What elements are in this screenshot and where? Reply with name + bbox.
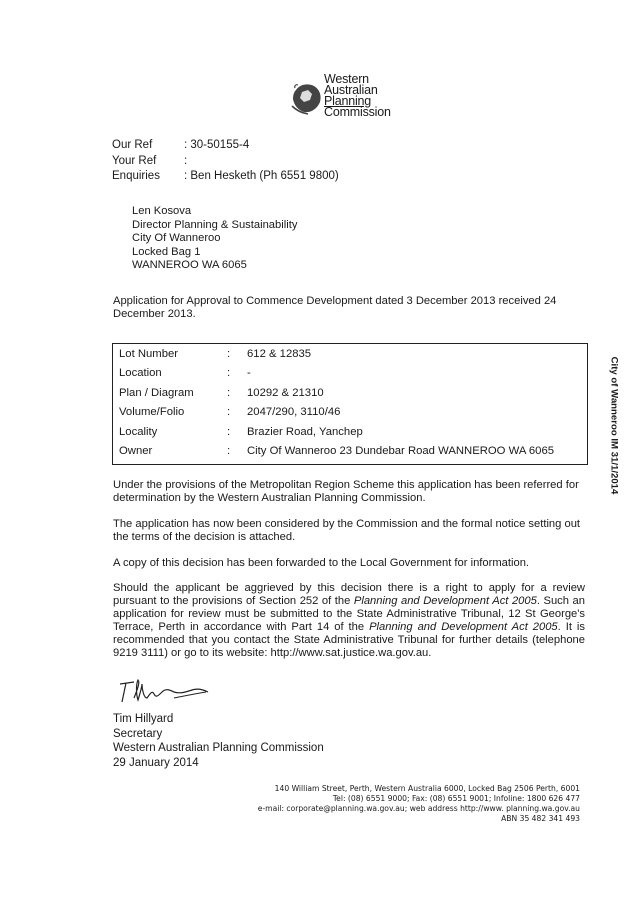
decision-paragraph: The application has now been considered by the Commission and the formal notice setting out the terms of the decision is attached. (113, 518, 581, 543)
signatory-name: Tim Hillyard (113, 713, 174, 725)
wapc-logo (290, 74, 410, 120)
address-line: Locked Bag 1 (132, 245, 201, 258)
details-row (119, 445, 554, 457)
address-line: WANNEROO WA 6065 (132, 259, 247, 271)
ref-label: Your Ref (112, 154, 157, 167)
application-paragraph: Application for Approval to Commence Development dated 3 December 2013 received 24 December 2013. (113, 295, 557, 320)
footer-line: Tel: (08) 6551 9000; Fax: (08) 6551 9001; Infoline: 1800 626 477 (332, 794, 580, 803)
handwritten-signature (114, 676, 214, 710)
address-line: Director Planning & Sustainability (132, 218, 298, 231)
logo-line: Australian (324, 83, 378, 97)
property-details-box (112, 343, 588, 465)
details-row (119, 406, 340, 418)
signatory-title: Secretary (113, 727, 163, 740)
logo-line: Planning (324, 94, 372, 108)
details-row (119, 426, 363, 438)
stamp-text: City of Wanneroo IM 31/1/2014 (608, 356, 620, 495)
details-colon: : (227, 406, 231, 418)
details-colon: : (227, 426, 231, 438)
signature-block (113, 712, 324, 770)
received-stamp (604, 300, 624, 560)
details-value: City Of Wanneroo 23 Dundebar Road WANNEROO WA 6065 (247, 445, 555, 457)
footer-line: ABN 35 482 341 493 (501, 814, 580, 823)
ref-value: : Ben Hesketh (Ph 6551 9800) (184, 170, 339, 182)
details-label: Volume/Folio (119, 406, 185, 418)
ref-row (112, 169, 339, 185)
referral-paragraph: Under the provisions of the Metropolitan Region Scheme this application has been referred for determination by the Western Australian Planning Commission. (113, 479, 579, 504)
details-colon: : (227, 445, 231, 457)
reference-block (112, 138, 339, 185)
footer-line: e-mail: corporate@planning.wa.gov.au; web address http://www. planning.wa.gov.au (257, 804, 580, 813)
ref-value: : 30-50155-4 (184, 139, 250, 151)
details-label: Locality (119, 426, 158, 438)
details-value: 612 & 12835 (247, 348, 312, 360)
details-row (119, 387, 324, 399)
details-label: Lot Number (119, 348, 179, 360)
logo-text (324, 74, 391, 118)
recipient-address (132, 205, 297, 273)
logo-line: Western (324, 72, 369, 86)
map-emblem-icon (290, 80, 324, 116)
details-value: 2047/290, 3110/46 (247, 406, 341, 418)
ref-label: Our Ref (112, 139, 153, 151)
letterhead-footer (258, 784, 580, 824)
details-colon: : (227, 367, 231, 379)
review-text: . Such an application for review must be submitted to the State Administrative Tribunal, 12 St George's Terrace, Perth in accordance with Part 14 of the (113, 595, 585, 633)
logo-line: Commission (324, 105, 391, 119)
details-colon: : (227, 387, 231, 399)
review-text: Should the applicant be aggrieved by this decision there is a right to apply for a review pursuant to the provisions of Section 252 of the (113, 582, 585, 607)
address-line: Len Kosova (132, 205, 192, 217)
letter-date: 29 January 2014 (113, 756, 199, 769)
details-label: Plan / Diagram (119, 387, 194, 399)
signatory-org: Western Australian Planning Commission (113, 742, 324, 754)
details-row (119, 367, 251, 379)
details-value: 10292 & 21310 (247, 387, 324, 399)
act-title: Planning and Development Act 2005 (353, 595, 537, 607)
details-value: - (247, 367, 251, 379)
details-label: Location (119, 367, 162, 379)
ref-value: : (184, 154, 188, 167)
footer-line: 140 William Street, Perth, Western Australia 6000, Locked Bag 2506 Perth, 6001 (274, 784, 580, 793)
details-row (119, 348, 311, 360)
review-text: . It is recommended that you contact the State Administrative Tribunal for further details (telephone 9219 3111) or go to its website: http://www.sat.justice.wa.gov.au. (113, 621, 585, 659)
ref-row (112, 138, 339, 154)
copy-paragraph: A copy of this decision has been forwarded to the Local Government for information. (113, 557, 530, 569)
details-colon: : (227, 348, 231, 360)
address-line: City Of Wanneroo (132, 232, 221, 244)
review-paragraph (113, 582, 585, 660)
details-value: Brazier Road, Yanchep (247, 426, 363, 438)
details-label: Owner (119, 445, 153, 457)
ref-label: Enquiries (112, 170, 160, 182)
act-title: Planning and Development Act 2005 (369, 621, 558, 633)
ref-row (112, 154, 339, 170)
